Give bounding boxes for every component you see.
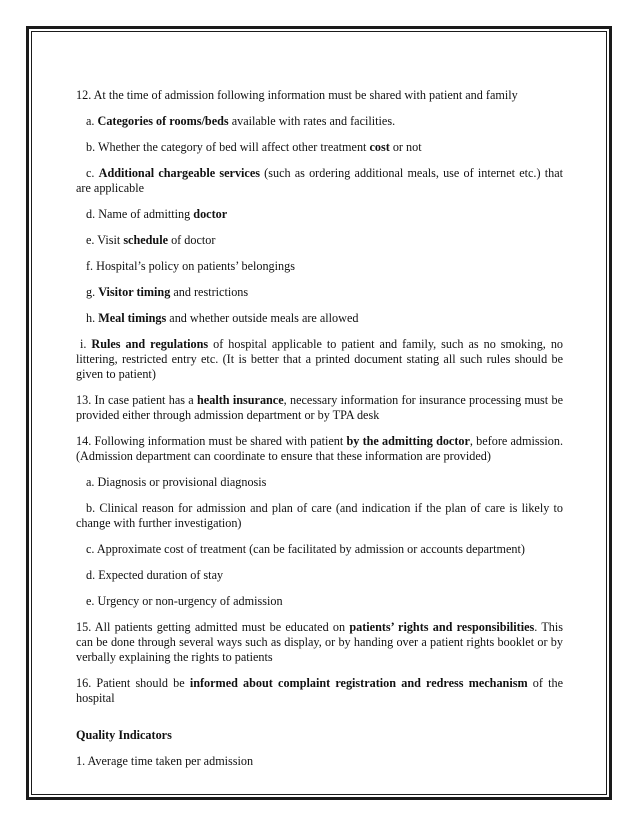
item-14d: d. Expected duration of stay (86, 568, 224, 582)
item-14c: c. Approximate cost of treatment (can be facilitated by admission or accounts department) (86, 542, 525, 556)
quality-indicators-heading: Quality Indicators (76, 728, 172, 742)
item-14b: b. Clinical reason for admission and plan of care (and indication if the plan of care is likely to change with further investigation) (76, 501, 563, 530)
item-12d: d. Name of admitting doctor (86, 207, 228, 221)
item-14: 14. Following information must be shared with patient by the admitting doctor, before admission. (Admission department can coordinate to ensure that these information are provided) (76, 434, 563, 463)
item-15: 15. All patients getting admitted must be educated on patients’ rights and responsibilities. This can be done through several ways such as display, or by handing over a patient rights booklet or by verbally explaining the rights to patients (76, 620, 564, 664)
item-16: 16. Patient should be informed about complaint registration and redress mechanism of the hospital (76, 676, 564, 705)
item-13: 13. In case patient has a health insurance, necessary information for insurance processing must be provided either through admission department or by TPA desk (76, 393, 563, 422)
item-12f: f. Hospital’s policy on patients’ belongings (86, 259, 295, 273)
item-14a: a. Diagnosis or provisional diagnosis (86, 475, 267, 489)
item-12c: c. Additional chargeable services (such as ordering additional meals, use of internet etc.) that are applicable (76, 166, 563, 195)
item-12: 12. At the time of admission following information must be shared with patient and family (76, 88, 518, 102)
item-12a: a. Categories of rooms/beds available with rates and facilities. (86, 114, 396, 128)
item-12i: i. Rules and regulations of hospital applicable to patient and family, such as no smoking, no littering, restricted entry etc. (It is better that a printed document stating all such rules should be given to patient) (76, 337, 564, 381)
item-12h: h. Meal timings and whether outside meals are allowed (86, 311, 359, 325)
item-12g: g. Visitor timing and restrictions (86, 285, 249, 299)
item-12b: b. Whether the category of bed will affect other treatment cost or not (86, 140, 422, 154)
quality-indicator-1: 1. Average time taken per admission (76, 754, 254, 768)
document-body (76, 88, 563, 780)
item-14e: e. Urgency or non-urgency of admission (86, 594, 283, 608)
item-12e: e. Visit schedule of doctor (86, 233, 216, 247)
